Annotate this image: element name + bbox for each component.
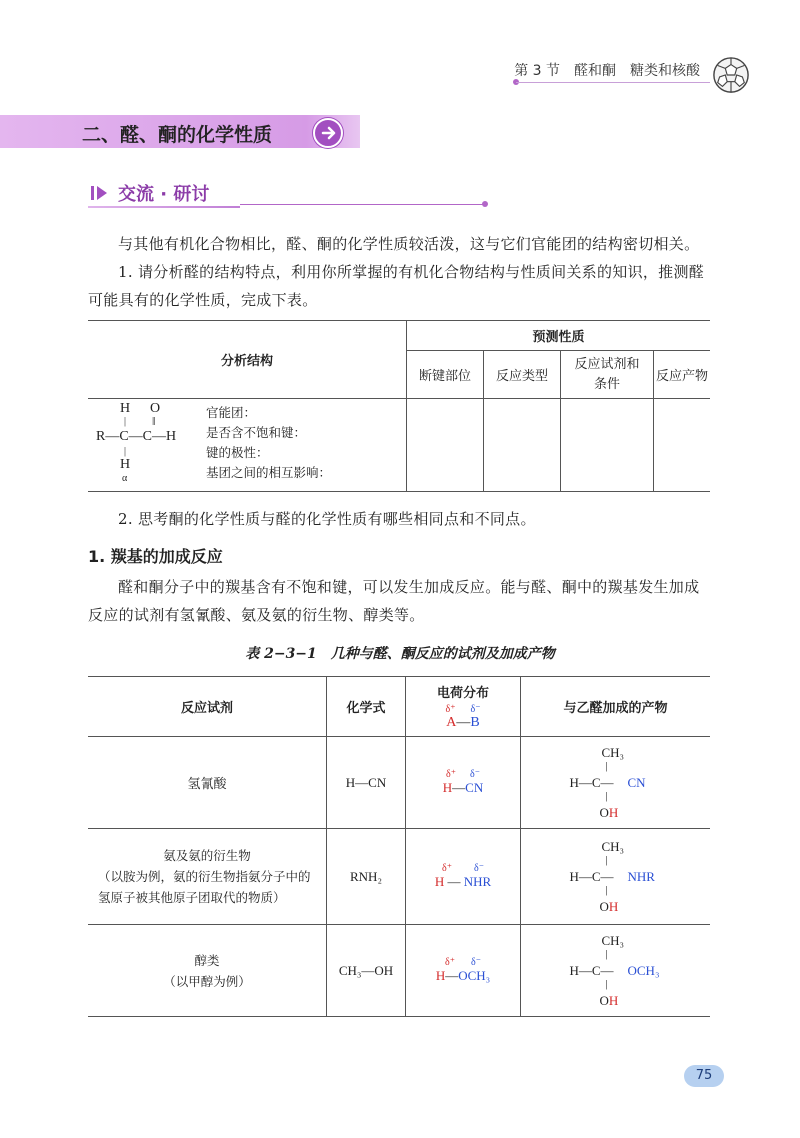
- product-amine: CH₃ | H—C— NHR | OH: [521, 829, 711, 925]
- charge-hcn: δ⁺ δ⁻ H—CN: [406, 737, 521, 829]
- reagent-amine: 氨及氨的衍生物 （以胺为例，氨的衍生物指氨分子中的氢原子被其他原子团取代的物质）: [88, 829, 327, 925]
- formula-alcohol: CH₃—OH: [327, 925, 406, 1017]
- blank-cell-bond-site[interactable]: [407, 399, 484, 492]
- struct-alpha: α: [122, 473, 128, 484]
- exchange-underline: [88, 206, 240, 208]
- struct-top-o: O: [150, 401, 161, 416]
- section-title: 二、醛、酮的化学性质: [82, 124, 273, 146]
- header-atom-b: B: [470, 715, 480, 730]
- product-alcohol: CH₃ | H—C— OCH₃ | OH: [521, 925, 711, 1017]
- sub-header-bond-site: 断键部位: [407, 351, 484, 399]
- property-unsaturated-bond: 是否含不饱和键：: [206, 425, 307, 440]
- reagent-table: [88, 676, 710, 1017]
- table-row: [88, 829, 710, 925]
- subsection-title: 1. 羰基的加成反应: [88, 547, 223, 566]
- sub-header-reaction-type: 反应类型: [484, 351, 561, 399]
- question-2: 2. 思考酮的化学性质与醛的化学性质有哪些相同点和不同点。: [118, 510, 536, 528]
- exchange-dot: [482, 201, 488, 207]
- aldehyde-analysis-table: [88, 320, 710, 492]
- structure-cell: [88, 399, 407, 492]
- sub-header-product: 反应产物: [654, 351, 711, 399]
- reagent-alcohol: 醇类 （以甲醇为例）: [88, 925, 327, 1017]
- property-group-interaction: 基团之间的相互影响：: [206, 465, 332, 480]
- header-formula: 化学式: [327, 677, 406, 737]
- header-reagent: 反应试剂: [88, 677, 327, 737]
- carbonyl-paragraph: 醛和酮分子中的羰基含有不饱和键，可以发生加成反应。能与醛、酮中的羰基发生加成反应的试剂有氢氰酸、氨及氨的衍生物、醇类等。: [88, 578, 700, 624]
- header-charge: 电荷分布: [436, 686, 489, 701]
- header-bond: —: [456, 715, 471, 730]
- arrow-right-icon: [313, 118, 343, 148]
- table-row: [88, 737, 710, 829]
- struct-bond-down: |: [124, 446, 127, 457]
- blank-cell-reagent[interactable]: [561, 399, 654, 492]
- exchange-rule: [240, 204, 484, 205]
- reagent-hcn: 氢氰酸: [88, 737, 327, 829]
- table-row: [88, 925, 710, 1017]
- struct-bond-up-1: |: [124, 416, 127, 427]
- page-number: 75: [684, 1065, 724, 1087]
- table2-caption: 表 2−3−1 几种与醛、酮反应的试剂及加成产物: [245, 646, 555, 662]
- col-predict-header: 预测性质: [407, 321, 711, 351]
- header-atom-a: A: [446, 715, 457, 730]
- struct-bottom-h: H: [120, 457, 131, 472]
- fullerene-ball-icon: [712, 56, 750, 94]
- formula-hcn: H—CN: [327, 737, 406, 829]
- struct-top-h: H: [120, 401, 131, 416]
- formula-amine: RNH₂: [327, 829, 406, 925]
- blank-cell-reaction-type[interactable]: [484, 399, 561, 492]
- product-hcn: CH₃ | H—C— CN | OH: [521, 737, 711, 829]
- blank-cell-product[interactable]: [654, 399, 711, 492]
- property-list: [206, 403, 331, 483]
- exchange-marker-icon: [90, 183, 110, 203]
- header-rule: [516, 82, 710, 83]
- struct-double-bond: ‖: [152, 414, 156, 428]
- intro-paragraph: 与其他有机化合物相比，醛、酮的化学性质较活泼，这与它们官能团的结构密切相关。: [118, 235, 700, 253]
- header-charge-cell: [406, 677, 521, 737]
- charge-amine: δ⁺ δ⁻ H — NHR: [406, 829, 521, 925]
- chapter-header-title: 第 3 节 醛和酮 糖类和核酸: [514, 63, 700, 79]
- charge-alcohol: δ⁺ δ⁻ H—OCH₃: [406, 925, 521, 1017]
- header-product: 与乙醛加成的产物: [521, 677, 711, 737]
- sub-header-reagent-condition: 反应试剂和条件: [561, 351, 654, 399]
- question-1: 1. 请分析醛的结构特点，利用你所掌握的有机化合物结构与性质间关系的知识，推测醛可能具有的化学性质，完成下表。: [88, 263, 705, 309]
- header-delta-minus: δ⁻: [470, 704, 481, 715]
- struct-main-chain: R—C—C—H: [96, 429, 177, 444]
- property-bond-polarity: 键的极性：: [206, 445, 269, 460]
- header-delta-plus: δ⁺: [445, 704, 456, 715]
- exchange-title: 交流 · 研讨: [118, 184, 210, 205]
- col-structure-header: 分析结构: [88, 321, 407, 399]
- property-functional-group: 官能团：: [206, 405, 257, 420]
